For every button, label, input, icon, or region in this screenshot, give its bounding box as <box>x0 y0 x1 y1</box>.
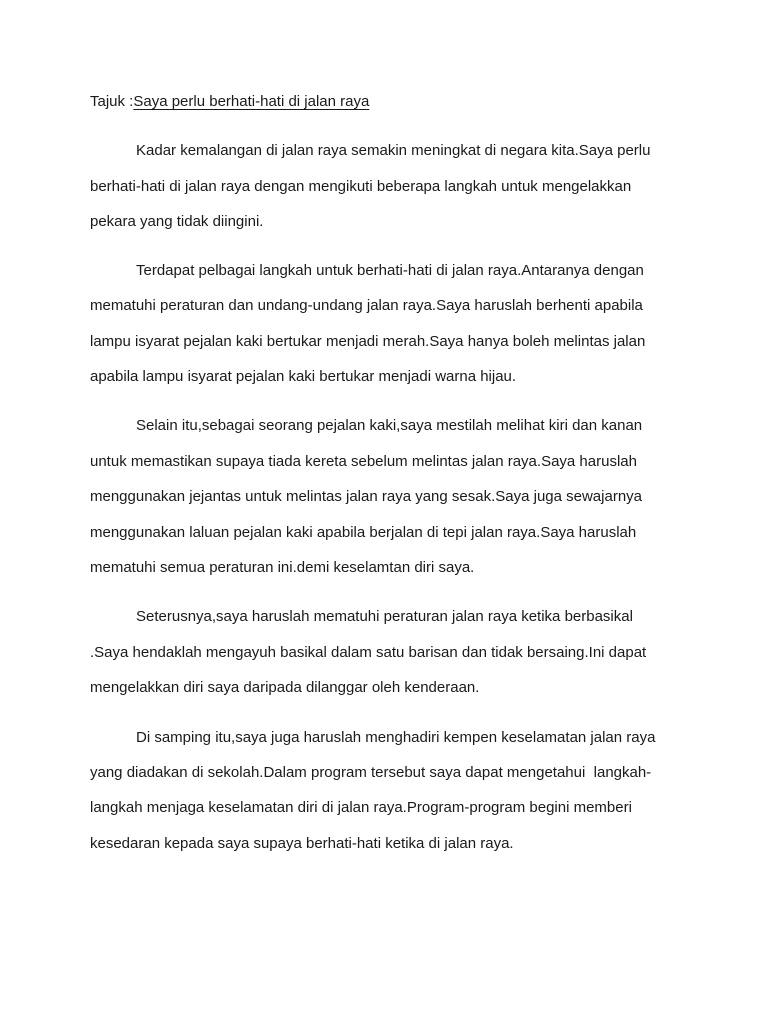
paragraph-line: mematuhi peraturan dan undang-undang jalan raya.Saya haruslah berhenti apabila <box>90 297 643 314</box>
paragraph-line: mengelakkan diri saya daripada dilanggar oleh kenderaan. <box>90 679 480 696</box>
paragraph-line: menggunakan laluan pejalan kaki apabila berjalan di tepi jalan raya.Saya haruslah <box>90 524 637 541</box>
paragraph-line: langkah menjaga keselamatan diri di jalan raya.Program-program begini memberi <box>90 799 632 816</box>
title-text: Saya perlu berhati-hati di jalan raya <box>133 93 370 110</box>
paragraph-line: mematuhi semua peraturan ini.demi keselamtan diri saya. <box>90 559 475 576</box>
paragraph-line: Kadar kemalangan di jalan raya semakin meningkat di negara kita.Saya perlu <box>136 142 651 159</box>
paragraph-line: apabila lampu isyarat pejalan kaki bertukar menjadi warna hijau. <box>90 368 517 385</box>
paragraph-line: lampu isyarat pejalan kaki bertukar menjadi merah.Saya hanya boleh melintas jalan <box>90 333 646 350</box>
paragraph-line: yang diadakan di sekolah.Dalam program tersebut saya dapat mengetahui langkah- <box>90 764 652 781</box>
title-label: Tajuk : <box>90 93 134 110</box>
paragraph-line: untuk memastikan supaya tiada kereta sebelum melintas jalan raya.Saya haruslah <box>90 453 637 470</box>
paragraph-line: berhati-hati di jalan raya dengan mengikuti beberapa langkah untuk mengelakkan <box>90 178 632 195</box>
paragraph-line: pekara yang tidak diingini. <box>90 213 264 230</box>
paragraph-line: Seterusnya,saya haruslah mematuhi peraturan jalan raya ketika berbasikal <box>136 608 633 625</box>
paragraph-line: Selain itu,sebagai seorang pejalan kaki,saya mestilah melihat kiri dan kanan <box>136 417 643 434</box>
paragraph-line: menggunakan jejantas untuk melintas jalan raya yang sesak.Saya juga sewajarnya <box>90 488 643 505</box>
paragraph-line: .Saya hendaklah mengayuh basikal dalam satu barisan dan tidak bersaing.Ini dapat <box>90 644 647 661</box>
paragraph-line: Di samping itu,saya juga haruslah menghadiri kempen keselamatan jalan raya <box>136 729 656 746</box>
paragraph-line: kesedaran kepada saya supaya berhati-hati ketika di jalan raya. <box>90 835 514 852</box>
title-line <box>90 93 369 111</box>
paragraph-line: Terdapat pelbagai langkah untuk berhati-hati di jalan raya.Antaranya dengan <box>136 262 644 279</box>
